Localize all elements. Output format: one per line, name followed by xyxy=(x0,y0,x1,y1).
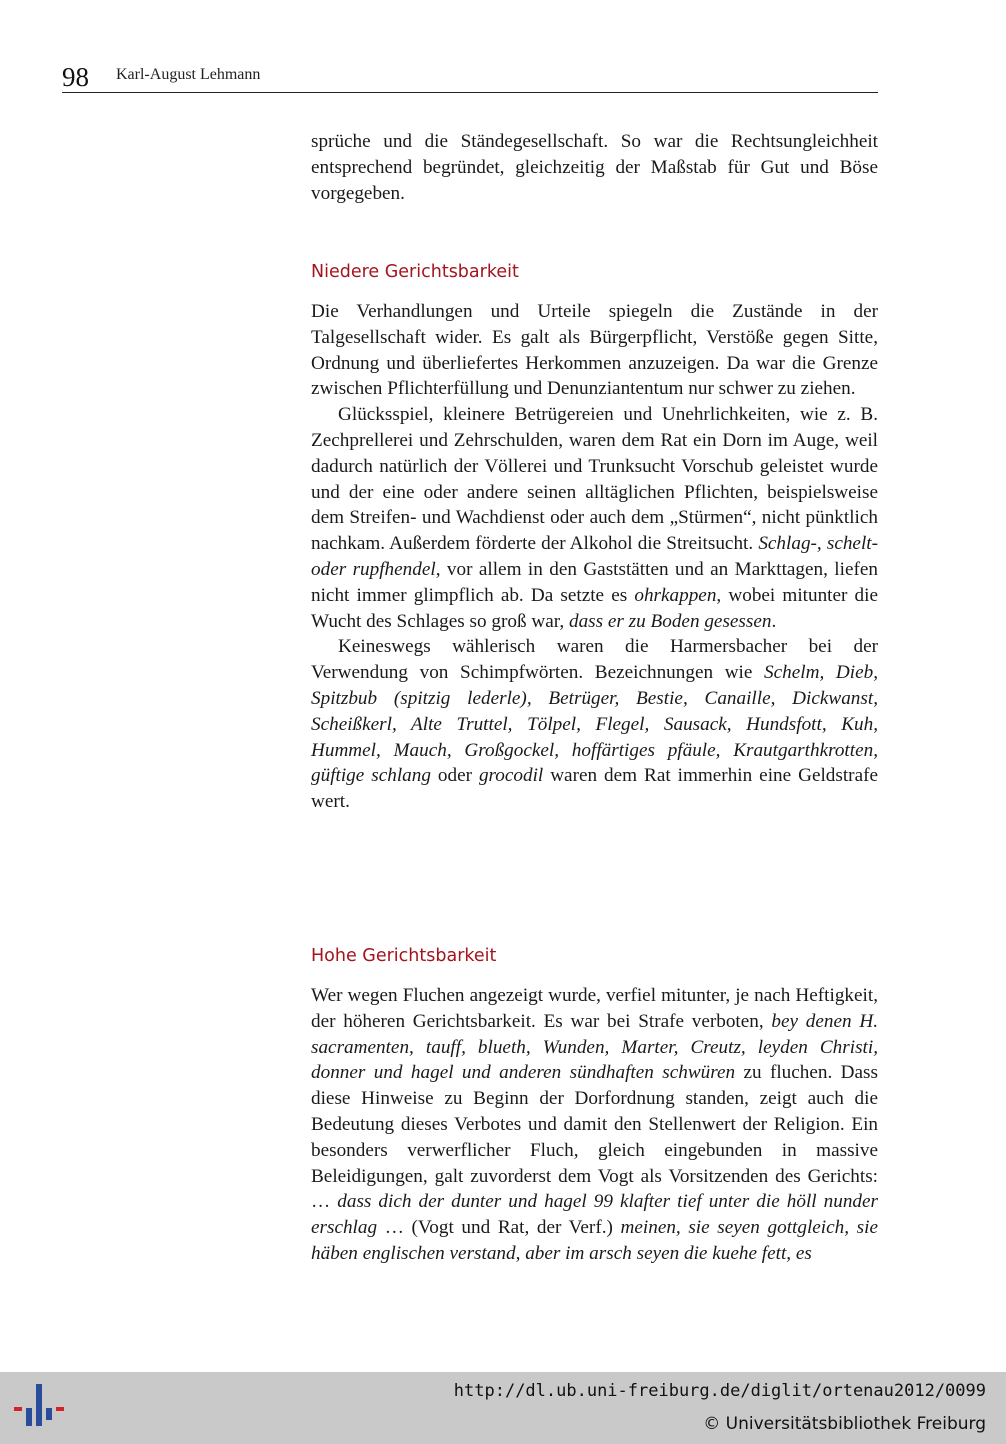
section1-paragraph-1: Die Verhandlungen und Urteile spiegeln die Zustände in der Talgesellschaft wider. Es galt als Bürgerpflicht, Verstöße gegen Sitte, Ordnung und überliefertes Herkommen anzuzeigen. Da war die Grenze zwischen Pflichterfüllung und Denunziantentum nur schwer zu ziehen. xyxy=(311,301,878,400)
section1-paragraph-2: Glücksspiel, kleinere Betrügereien und Unehrlichkeiten, wie z. B. Zechprellerei und Zehrschulden, waren dem Rat ein Dorn im Auge, weil dadurch natürlich der Völlerei und Trunksucht Vorschub geleistet wurde und der eine oder andere seinen alltäglichen Pflichten, beispielsweise dem Streifen- und Wachdienst oder auch dem „Stürmen“, nicht pünktlich nachkam. Außerdem förderte der Alkohol die Streitsucht. Schlag-, schelt- oder rupfhendel, vor allem in den Gaststätten und an Markttagen, liefen nicht immer glimpflich ab. Da setzte es ohrkappen, wobei mitunter die Wucht des Schlages so groß war, dass er zu Boden gesessen. xyxy=(311,404,879,632)
section1-body xyxy=(311,299,878,815)
section2-paragraph-1: Wer wegen Fluchen angezeigt wurde, verfiel mitunter, je nach Heftigkeit, der höheren Gerichtsbarkeit. Es war bei Strafe verboten, bey denen H. sacramenten, tauff, blueth, Wunden, Marter, Creutz, leyden Christi, donner und hagel und anderen sündhaften schwüren zu fluchen. Dass diese Hinweise zu Beginn der Dorfordnung standen, zeigt auch die Bedeutung dieses Verbotes und damit den Stellenwert der Religion. Ein besonders verwerflicher Fluch, gleich eingebunden in massive Beleidigungen, galt zuvorderst dem Vogt als Vorsitzenden des Gerichts: … dass dich der dunter und hagel 99 klafter tief unter die höll nunder erschlag … (Vogt und Rat, der Verf.) meinen, sie seyen gottgleich, sie häben englischen verstand, aber im arsch seyen die kuehe fett, es xyxy=(311,985,879,1264)
footer-url-link[interactable]: http://dl.ub.uni-freiburg.de/diglit/ortenau2012/0099 xyxy=(453,1381,986,1401)
section-heading-niedere: Niedere Gerichtsbarkeit xyxy=(311,262,519,282)
section-heading-hohe: Hohe Gerichtsbarkeit xyxy=(311,946,497,966)
section1-paragraph-3: Keineswegs wählerisch waren die Harmersbacher bei der Verwendung von Schimpfwörten. Bezeichnungen wie Schelm, Dieb, Spitzbub (spitzig lederle), Betrüger, Bestie, Canaille, Dickwanst, Scheißkerl, Alte Truttel, Tölpel, Flegel, Sausack, Hundsfott, Kuh, Hummel, Mauch, Großgockel, hoffärtiges pfäule, Krautgarthkrotten, güftige schlang oder grocodil waren dem Rat immerhin eine Geldstrafe wert. xyxy=(311,636,878,813)
page-header xyxy=(62,60,878,93)
intro-text xyxy=(311,129,878,206)
page-number: 98 xyxy=(62,62,89,92)
running-head: Karl-August Lehmann xyxy=(116,66,261,83)
ub-freiburg-logo-icon xyxy=(14,1384,64,1434)
intro-paragraph: sprüche und die Ständegesellschaft. So war die Rechtsungleichheit entsprechend begründet, gleichzeitig der Maßstab für Gut und Böse vorgegeben. xyxy=(311,131,878,204)
section2-body xyxy=(311,983,878,1267)
footer-copyright: © Universitätsbibliothek Freiburg xyxy=(703,1414,986,1434)
footer-bar xyxy=(0,1372,1006,1444)
